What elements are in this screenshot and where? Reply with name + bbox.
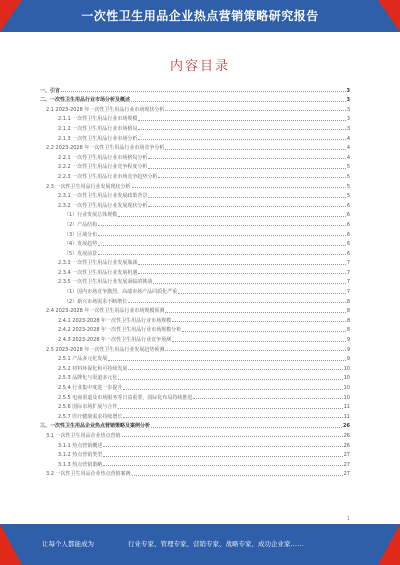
toc-leader-dots — [108, 360, 346, 361]
toc-entry-title: 2.3 一次性卫生用品行业发展现状分析 — [46, 183, 131, 190]
toc-entry[interactable] — [40, 266, 350, 276]
toc-entry[interactable] — [40, 401, 350, 411]
toc-entry-page: 7 — [346, 260, 350, 267]
toc-entry[interactable] — [40, 305, 350, 315]
toc-entry-title: （5）发展前景 — [64, 250, 98, 257]
toc-entry-title: 2.5 2023-2028 年一次性卫生用品行业发展趋势预测 — [46, 346, 165, 353]
toc-leader-dots — [128, 369, 342, 370]
toc-entry-page: 8 — [346, 308, 350, 315]
toc-entry-page: 8 — [346, 317, 350, 324]
toc-entry-page: 8 — [346, 327, 350, 334]
toc-leader-dots — [118, 216, 346, 217]
toc-entry[interactable] — [40, 170, 350, 180]
toc-leader-dots — [98, 254, 346, 255]
toc-leader-dots — [98, 235, 346, 236]
toc-entry-title: 3.1.3 热点营销策略 — [58, 461, 103, 468]
toc-entry-title: 2.1.1 一次性卫生用品行业市场规模 — [58, 116, 138, 123]
toc-entry-title: 2.2 2023-2028 年一次性卫生用品行业市场竞争分析 — [46, 145, 165, 152]
toc-entry[interactable] — [40, 439, 350, 449]
toc-entry-page: 26 — [343, 423, 350, 430]
toc-entry-page: 10 — [343, 385, 350, 391]
toc-entry[interactable] — [40, 429, 350, 439]
footer-left-accent — [0, 524, 22, 565]
toc-entry-title: 一、引言 — [40, 87, 61, 94]
toc-entry-title: 3.1.2 热点营销类型 — [58, 452, 103, 459]
toc-entry-page: 6 — [346, 202, 350, 209]
toc-entry-title: 2.1.2 一次性卫生用品行业市场格局 — [58, 125, 138, 132]
page-number: 1 — [346, 516, 350, 522]
toc-entry-title: 2.2.1 一次性卫生用品行业市场格局分析 — [58, 154, 148, 161]
toc-entry[interactable] — [40, 94, 350, 104]
table-of-contents — [40, 84, 350, 477]
toc-entry-page: 3 — [346, 125, 350, 132]
toc-entry[interactable] — [40, 391, 350, 401]
toc-leader-dots — [132, 475, 343, 476]
toc-leader-dots — [138, 139, 345, 140]
toc-entry[interactable] — [40, 449, 350, 459]
toc-entry[interactable] — [40, 410, 350, 420]
toc-entry-page: 11 — [343, 404, 350, 411]
toc-entry-page: 27 — [343, 471, 350, 478]
toc-entry-title: 3.1 一次性卫生用品企业热点营销 — [46, 432, 121, 439]
footer-slogan-right: 行业专家、管理专家、营销专家、战略专家、成功企业家…… — [128, 540, 304, 548]
toc-entry-page: 4 — [346, 135, 350, 142]
toc-entry-title: 三、一次性卫生用品企业热点营销策略及案例分析 — [40, 423, 151, 430]
toc-entry-page: 6 — [346, 212, 350, 219]
toc-entry-title: 2.4.2 2023-2028 年一次性卫生用品行业市场规模分析 — [58, 327, 182, 334]
toc-entry-title: 2.5.7 医疗健康需求持续增长 — [58, 413, 123, 420]
toc-entry-title: 2.1 2023-2028 年一次性卫生用品行业市场现状分析 — [46, 106, 165, 113]
toc-leader-dots — [165, 110, 345, 111]
footer-right-accent — [378, 524, 400, 565]
toc-entry-title: 2.4.1 2023-2028 年一次性卫生用品行业市场规模 — [58, 317, 172, 324]
toc-entry-title: 2.2.3 一次性卫生用品行业市场竞争趋势分析 — [58, 173, 158, 180]
toc-leader-dots — [138, 264, 345, 265]
toc-entry-title: （1）国内市场竞争激烈，高端市场产品同质化严重 — [64, 289, 178, 296]
toc-leader-dots — [103, 446, 342, 447]
toc-leader-dots — [158, 177, 345, 178]
toc-entry[interactable] — [40, 228, 350, 238]
toc-leader-dots — [138, 120, 345, 121]
report-title: 一次性卫生用品企业热点营销策略研究报告 — [81, 9, 319, 23]
toc-entry-page: 5 — [346, 183, 350, 190]
toc-leader-dots — [148, 168, 345, 169]
toc-leader-dots — [103, 465, 342, 466]
toc-entry[interactable] — [40, 113, 350, 123]
toc-leader-dots — [165, 350, 345, 351]
toc-leader-dots — [193, 398, 342, 399]
toc-entry-page: 5 — [346, 173, 350, 180]
toc-entry[interactable] — [40, 276, 350, 286]
toc-leader-dots — [118, 408, 342, 409]
toc-entry-page: 26 — [343, 442, 350, 449]
toc-entry-title: 2.5.1 产品多元化发展 — [58, 356, 108, 363]
toc-entry-page: 9 — [346, 346, 350, 353]
toc-entry[interactable] — [40, 314, 350, 324]
toc-entry-page: 10 — [343, 365, 350, 372]
toc-entry-title: 2.1.3 一次性卫生用品行业市场分析 — [58, 135, 138, 142]
toc-leader-dots — [132, 187, 346, 188]
toc-entry-title: 2.5.2 材料环保化和可持续发展 — [58, 365, 128, 372]
toc-entry-title: （1）行业发展总体规模 — [64, 212, 118, 219]
toc-entry[interactable] — [40, 285, 350, 295]
toc-entry[interactable] — [40, 142, 350, 152]
toc-entry[interactable] — [40, 132, 350, 142]
toc-entry-title: 2.4.3 2023-2028 年一次性卫生用品行业竞争预测 — [58, 337, 172, 344]
toc-leader-dots — [182, 331, 346, 332]
toc-entry-title: 3.2 一次性卫生用品企业热点营销案例 — [46, 471, 131, 478]
toc-entry-page: 5 — [346, 164, 350, 171]
toc-entry[interactable] — [40, 218, 350, 228]
toc-entry-page: 4 — [346, 145, 350, 152]
toc-entry-title: 2.5.6 国际市场扩展与合作 — [58, 404, 118, 411]
toc-entry[interactable] — [40, 190, 350, 200]
toc-entry[interactable] — [40, 468, 350, 478]
page-footer — [0, 524, 400, 565]
toc-entry[interactable] — [40, 247, 350, 257]
toc-leader-dots — [131, 101, 346, 102]
toc-entry[interactable] — [40, 161, 350, 171]
toc-leader-dots — [148, 158, 345, 159]
toc-entry-page: 3 — [346, 106, 350, 113]
toc-entry[interactable] — [40, 151, 350, 161]
toc-entry-page: 4 — [346, 154, 350, 161]
toc-entry-title: 2.5.3 品牌化与渠道多元化 — [58, 375, 118, 382]
toc-entry-page: 3 — [346, 87, 350, 94]
toc-entry[interactable] — [40, 343, 350, 353]
toc-entry[interactable] — [40, 257, 350, 267]
toc-entry-title: （3）区域分布 — [64, 231, 98, 238]
toc-entry-title: （2）产品结构 — [64, 221, 98, 228]
toc-entry-title: 2.4 2023-2028 年一次性卫生用品行业市场规模预测 — [46, 308, 165, 315]
toc-entry-title: 3.1.1 热点营销概述 — [58, 442, 103, 449]
toc-entry-title: 2.3.5 一次性卫生用品行业发展面临的挑战 — [58, 279, 153, 286]
toc-leader-dots — [138, 273, 345, 274]
toc-entry-page: 6 — [346, 241, 350, 248]
toc-leader-dots — [165, 312, 345, 313]
toc-entry[interactable] — [40, 353, 350, 363]
toc-entry-title: 2.2.2 一次性卫生用品行业竞争程度分析 — [58, 164, 148, 171]
toc-entry-title: 2.3.1 一次性卫生用品行业发展政策背景 — [58, 193, 148, 200]
toc-title: 内容目录 — [169, 59, 230, 74]
toc-entry-page: 5 — [346, 193, 350, 200]
toc-entry-title: 2.5.5 电商渠道及市场服务等日益重要，国际化布局持续推进 — [58, 394, 193, 401]
toc-entry-page: 6 — [346, 221, 350, 228]
toc-leader-dots — [123, 417, 342, 418]
toc-entry[interactable] — [40, 458, 350, 468]
toc-leader-dots — [103, 456, 342, 457]
toc-entry[interactable] — [40, 295, 350, 305]
toc-entry-page: 3 — [346, 97, 350, 104]
toc-entry-title: 2.3.2 一次性卫生用品行业发展现状分析 — [58, 202, 148, 209]
toc-leader-dots — [61, 91, 346, 92]
toc-entry-page: 7 — [346, 269, 350, 276]
toc-leader-dots — [148, 206, 345, 207]
page-header — [0, 0, 400, 32]
toc-entry[interactable] — [40, 103, 350, 113]
toc-entry[interactable] — [40, 180, 350, 190]
toc-leader-dots — [98, 225, 346, 226]
toc-entry-page: 27 — [343, 461, 350, 468]
toc-leader-dots — [165, 149, 345, 150]
toc-leader-dots — [151, 427, 342, 428]
footer-slogan-left: 让每个人都能成为 — [42, 540, 94, 548]
toc-entry[interactable] — [40, 84, 350, 94]
toc-entry[interactable] — [40, 362, 350, 372]
toc-entry-page: 9 — [346, 356, 350, 363]
toc-leader-dots — [123, 389, 342, 390]
toc-entry[interactable] — [40, 333, 350, 343]
toc-leader-dots — [178, 293, 346, 294]
toc-entry-page: 6 — [346, 231, 350, 238]
toc-entry-page: 8 — [346, 298, 350, 305]
toc-entry-page: 9 — [346, 337, 350, 344]
toc-entry-page: 10 — [343, 394, 350, 401]
toc-entry-title: （2）新兴市场需求不断增长 — [64, 298, 128, 305]
toc-entry-page: 3 — [346, 116, 350, 123]
toc-leader-dots — [148, 197, 345, 198]
toc-entry[interactable] — [40, 238, 350, 248]
toc-leader-dots — [128, 302, 346, 303]
toc-entry-page: 26 — [343, 432, 350, 439]
toc-entry-title: （4）发展趋势 — [64, 241, 98, 248]
toc-entry[interactable] — [40, 381, 350, 391]
toc-entry-page: 7 — [346, 279, 350, 286]
toc-entry-page: 11 — [343, 413, 350, 420]
toc-entry-page: 6 — [346, 250, 350, 257]
toc-entry-title: 二、一次性卫生用品行业市场分析及概述 — [40, 97, 131, 104]
toc-entry-title: 2.5.4 行业集中度进一步提升 — [58, 385, 123, 391]
toc-entry-page: 10 — [343, 375, 350, 382]
toc-leader-dots — [118, 379, 342, 380]
toc-entry[interactable] — [40, 122, 350, 132]
toc-leader-dots — [98, 245, 346, 246]
toc-entry-title: 2.3.4 一次性卫生用品行业发展机遇 — [58, 269, 138, 276]
toc-entry-page: 27 — [343, 452, 350, 459]
toc-entry[interactable] — [40, 209, 350, 219]
toc-leader-dots — [172, 341, 346, 342]
toc-leader-dots — [138, 129, 345, 130]
toc-entry-page: 7 — [346, 289, 350, 296]
toc-leader-dots — [172, 321, 346, 322]
toc-entry-title: 2.3.3 一次性卫生用品行业发展瓶颈 — [58, 260, 138, 267]
toc-entry[interactable] — [40, 372, 350, 382]
toc-leader-dots — [153, 283, 345, 284]
toc-entry[interactable] — [40, 324, 350, 334]
toc-leader-dots — [122, 436, 343, 437]
toc-entry[interactable] — [40, 420, 350, 430]
toc-entry[interactable] — [40, 199, 350, 209]
